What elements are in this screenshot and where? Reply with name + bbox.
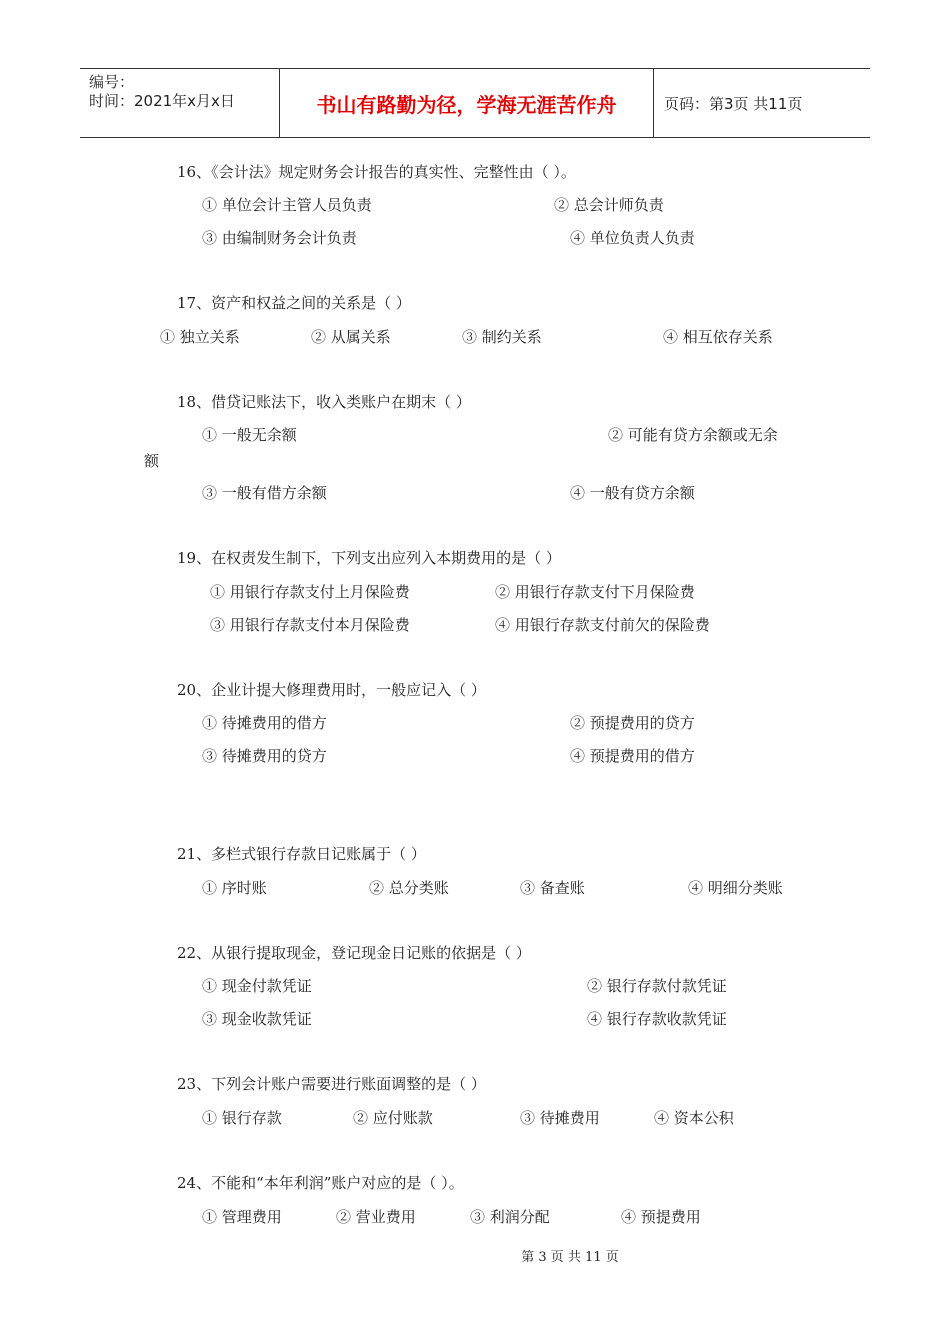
question-24-option-3: ③ 利润分配 — [470, 1208, 550, 1226]
question-21-option-3: ③ 备查账 — [520, 879, 585, 897]
question-17-option-4: ④ 相互依存关系 — [663, 328, 773, 346]
question-17-option-2: ② 从属关系 — [311, 328, 391, 346]
question-16-option-3: ③ 由编制财务会计负责 — [202, 229, 357, 247]
question-21-option-2: ② 总分类账 — [369, 879, 449, 897]
question-16-option-1: ① 单位会计主管人员负责 — [202, 196, 372, 214]
question-18-stem: 18、借贷记账法下，收入类账户在期末（ ） — [177, 393, 471, 411]
question-22-option-2: ② 银行存款付款凭证 — [587, 977, 727, 995]
question-20-option-4: ④ 预提费用的借方 — [570, 747, 695, 765]
header-motto: 书山有路勤为径，学海无涯苦作舟 — [280, 69, 654, 137]
question-18-option-4: ④ 一般有贷方余额 — [570, 484, 695, 502]
header-meta — [80, 69, 280, 137]
question-19-option-3: ③ 用银行存款支付本月保险费 — [210, 616, 410, 634]
document-date-label: 时间：2021年x月x日 — [89, 92, 235, 110]
question-18-option-3: ③ 一般有借方余额 — [202, 484, 327, 502]
question-21-stem: 21、多栏式银行存款日记账属于（ ） — [177, 845, 426, 863]
question-24-option-4: ④ 预提费用 — [621, 1208, 701, 1226]
page-header — [80, 68, 870, 138]
question-23-option-2: ② 应付账款 — [353, 1109, 433, 1127]
question-21-option-4: ④ 明细分类账 — [688, 879, 783, 897]
header-page-number: 页码：第3页 共11页 — [664, 94, 803, 113]
question-17-stem: 17、资产和权益之间的关系是（ ） — [177, 294, 411, 312]
question-20-option-2: ② 预提费用的贷方 — [570, 714, 695, 732]
question-19-option-1: ① 用银行存款支付上月保险费 — [210, 583, 410, 601]
question-16-stem: 16、《会计法》规定财务会计报告的真实性、完整性由（ ）。 — [177, 163, 576, 181]
question-20-option-3: ③ 待摊费用的贷方 — [202, 747, 327, 765]
question-20-stem: 20、企业计提大修理费用时，一般应记入（ ） — [177, 681, 486, 699]
question-23-option-4: ④ 资本公积 — [654, 1109, 734, 1127]
question-23-stem: 23、下列会计账户需要进行账面调整的是（ ） — [177, 1075, 486, 1093]
question-23-option-3: ③ 待摊费用 — [520, 1109, 600, 1127]
document-number-label: 编号： — [89, 73, 135, 91]
question-24-option-1: ① 管理费用 — [202, 1208, 282, 1226]
question-22-option-4: ④ 银行存款收款凭证 — [587, 1010, 727, 1028]
question-20-option-1: ① 待摊费用的借方 — [202, 714, 327, 732]
question-18-option-1: ① 一般无余额 — [202, 426, 297, 444]
question-19-option-2: ② 用银行存款支付下月保险费 — [495, 583, 695, 601]
question-21-option-1: ① 序时账 — [202, 879, 267, 897]
question-19-stem: 19、在权责发生制下，下列支出应列入本期费用的是（ ） — [177, 549, 561, 567]
question-19-option-4: ④ 用银行存款支付前欠的保险费 — [495, 616, 710, 634]
question-22-stem: 22、从银行提取现金，登记现金日记账的依据是（ ） — [177, 944, 531, 962]
question-23-option-1: ① 银行存款 — [202, 1109, 282, 1127]
question-17-option-3: ③ 制约关系 — [462, 328, 542, 346]
question-22-option-3: ③ 现金收款凭证 — [202, 1010, 312, 1028]
question-24-stem: 24、不能和“本年利润”账户对应的是（ ）。 — [177, 1174, 464, 1192]
question-24-option-2: ② 营业费用 — [336, 1208, 416, 1226]
question-16-option-2: ② 总会计师负责 — [554, 196, 664, 214]
question-18-option-2-continued: 额 — [144, 452, 160, 470]
page-footer: 第 3 页 共 11 页 — [521, 1250, 619, 1265]
question-17-option-1: ① 独立关系 — [160, 328, 240, 346]
question-16-option-4: ④ 单位负责人负责 — [570, 229, 695, 247]
question-18-option-2: ② 可能有贷方余额或无余 — [608, 426, 778, 444]
question-22-option-1: ① 现金付款凭证 — [202, 977, 312, 995]
